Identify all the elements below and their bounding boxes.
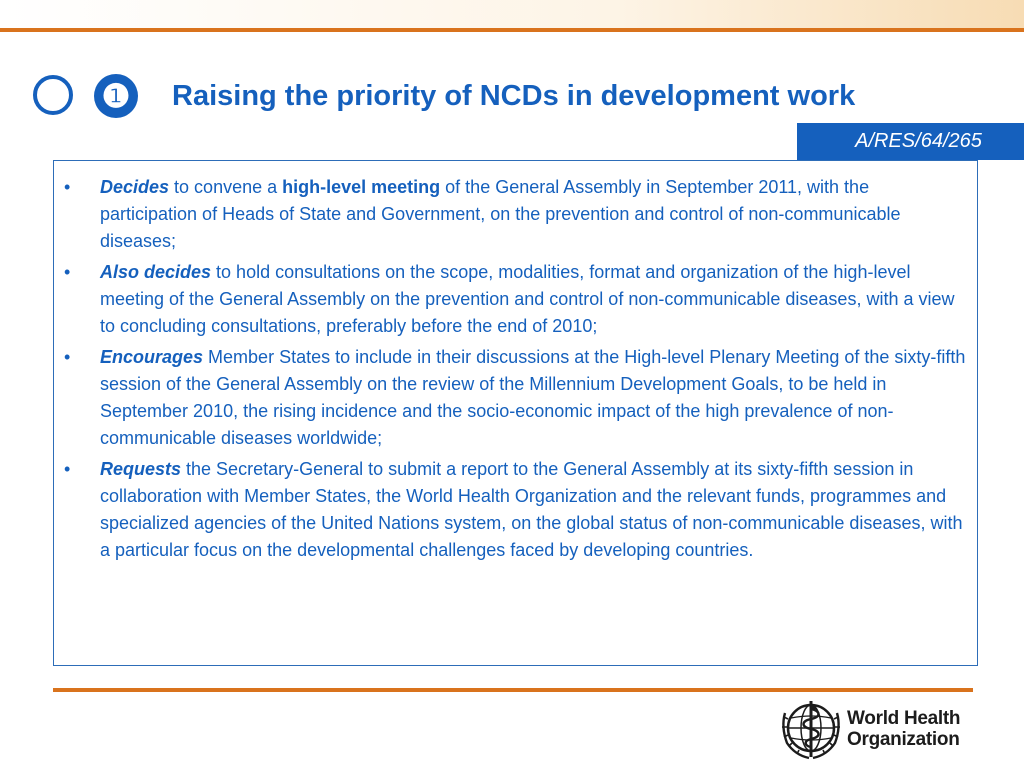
bullet-item-encourages xyxy=(100,344,967,452)
bullet-text: to hold consultations on the scope, modalities, format and organization of the high-level meeting of the General Assembly on the prevention and control of non-communicable diseases, with a view to concluding consultations, preferably before the end of 2010; xyxy=(100,262,955,336)
bullet-item-requests xyxy=(100,456,967,564)
bullet-text: Member States to include in their discussions at the High-level Plenary Meeting of the sixty-fifth session of the General Assembly on the review of the Millennium Development Goals, to be held in September 2010, the rising incidence and the socio-economic impact of the high prevalence of non-communicable diseases worldwide; xyxy=(100,347,966,448)
who-wordmark-line-1: World Health xyxy=(847,708,961,729)
bottom-orange-rule xyxy=(53,688,973,692)
resolution-content-box xyxy=(53,160,978,666)
bullet-emphasis: high-level meeting xyxy=(282,177,441,197)
bullet-lead-verb: Encourages xyxy=(100,347,204,367)
bullet-item-also-decides xyxy=(100,259,967,340)
who-emblem-icon xyxy=(779,697,843,761)
bullet-item-decides xyxy=(100,174,967,255)
top-gradient-band xyxy=(0,0,1024,28)
bullet-lead-verb: Requests xyxy=(100,459,182,479)
resolution-bullet-list xyxy=(54,161,977,564)
bullet-text: the Secretary-General to submit a report to the General Assembly at its sixty-fifth session in collaboration with Member States, the World Health Organization and the relevant funds, programmes and specialized agencies of the United Nations system, on the global status of non-communicable diseases, with a particular focus on the developmental challenges faced by developing countries. xyxy=(100,459,963,560)
who-logo xyxy=(779,697,960,761)
resolution-reference-tab: A/RES/64/265 xyxy=(797,123,1024,160)
who-wordmark-line-2: Organization xyxy=(847,729,960,750)
bullet-lead-verb: Decides xyxy=(100,177,170,197)
who-wordmark xyxy=(847,708,960,750)
bullet-text: to convene a xyxy=(169,177,283,197)
top-orange-rule xyxy=(0,28,1024,32)
number-badge: ❶ xyxy=(94,74,138,118)
bullet-lead-verb: Also decides xyxy=(100,262,212,282)
bullet-text: of the General Assembly in September 2011, with the participation of Heads of State and Government, on the prevention and control of non-communicable diseases; xyxy=(100,177,901,251)
slide-title: Raising the priority of NCDs in development work xyxy=(172,80,856,112)
ring-icon xyxy=(33,75,73,115)
